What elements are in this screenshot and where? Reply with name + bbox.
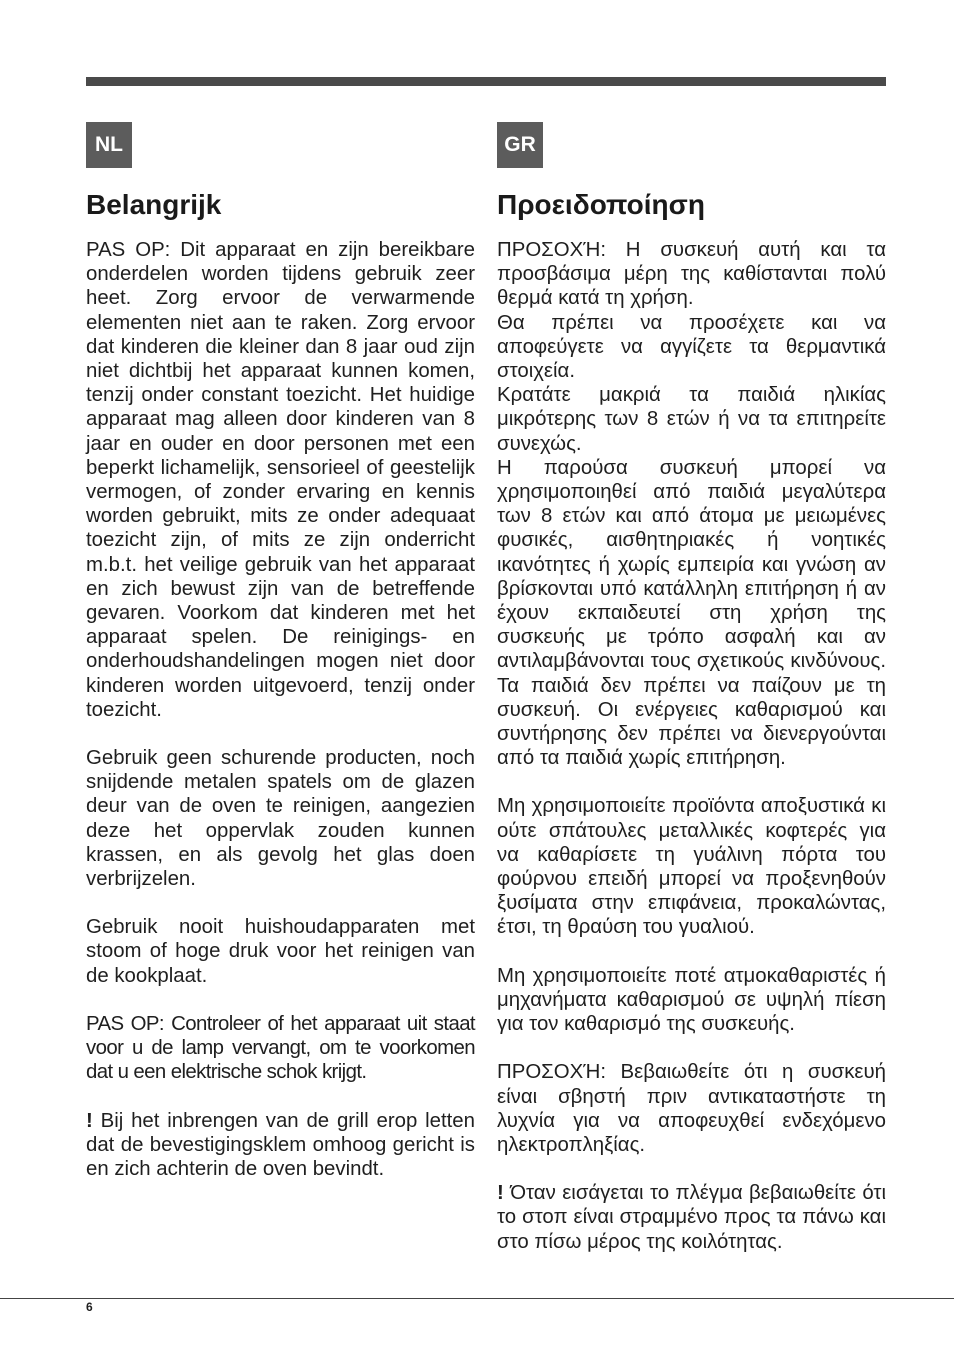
column-dutch [86, 122, 475, 1181]
grill-text-gr: Όταν εισάγεται το πλέγμα βεβαιωθείτε ότι το στοπ είναι στραμμένο προς τα πάνω και στο πίσω μέρος της κοιλότητας. [497, 1182, 886, 1253]
cleaning-paragraph-gr: Μη χρησιμοποιείτε προϊόντα αποξυστικά κι ούτε σπάτουλες μεταλλικές κοφτερές για να καθαρίσετε τη γυάλινη πόρτα του φούρνου επειδή μπορεί να προξενηθούν ξυσίματα στην επιφάνεια, προκαλώντας, έτσι, τη θραύση του γυαλιού. [497, 795, 886, 939]
warning-paragraph-nl: PAS OP: Dit apparaat en zijn bereikbare onderdelen worden tijdens gebruik zeer heet. Zorg ervoor de verwarmende elementen niet aan te raken. Zorg ervoor dat kinderen die kleiner dan 8 jaar oud zijn niet dichtbij het apparaat kunnen komen, tenzij onder constant toezicht. Het huidige apparaat mag alleen door kinderen van 8 jaar en ouder en door personen met een beperkt lichamelijk, sensorieel of geestelijk vermogen, of zonder ervaring en kennis worden gebruikt, mits ze onder adequaat toezicht zijn, of mits ze zijn onderricht m.b.t. het veilige gebruik van het apparaat en zich bewust zijn van de betreffende gevaren. Voorkom dat kinderen met het apparaat spelen. De reinigings- en onderhoudshandelingen mogen niet door kinderen worden uitgevoerd, tenzij onder toezicht. [86, 239, 475, 721]
warning-paragraph-gr-b: Θα πρέπει να προσέχετε και να αποφεύγετε να αγγίζετε τα θερμαντικά στοιχεία. [497, 311, 886, 383]
exclamation-mark: ! [497, 1182, 504, 1205]
language-badge-gr: GR [497, 122, 543, 168]
column-greek [497, 122, 886, 1254]
cleaning-paragraph-nl: Gebruik geen schurende producten, noch snijdende metalen spatels om de glazen deur van de oven te reinigen, aangezien deze het oppervlak zouden kunnen krassen, en als gevolg het glas doen verbrijzelen. [86, 747, 475, 891]
language-badge-nl: NL [86, 122, 132, 168]
lamp-paragraph-gr: ΠΡΟΣΟΧΉ: Βεβαιωθείτε ότι η συσκευή είναι σβηστή πριν αντικαταστήστε τη λυχνία για να αποφευχθεί ενδεχόμενο ηλεκτροπληξίας. [497, 1061, 886, 1156]
top-rule [86, 77, 886, 86]
page-number: 6 [86, 1300, 93, 1314]
grill-paragraph-gr [497, 1181, 886, 1254]
warning-paragraph-gr-d: Η παρούσα συσκευή μπορεί να χρησιμοποιηθεί από παιδιά μεγαλύτερα των 8 ετών και από άτομα με μειωμένες φυσικές, αισθητηριακές ή νοητικές ικανότητες ή χωρίς εμπειρία και γνώση αν βρίσκονται υπό κατάλληλη επιτήρηση ή αν έχουν εκπαιδευτεί στη χρήση της συσκευής με τρόπο ασφαλή και αν αντιλαμβάνονται τους σχετικούς κινδύνους. Τα παιδιά δεν πρέπει να παίζουν με τη συσκευή. Οι ενέργειες καθαρισμού και συντήρησης δεν πρέπει να διενεργούνται από τα παιδιά χωρίς επιτήρηση. [497, 456, 886, 770]
exclamation-mark: ! [86, 1109, 93, 1132]
warning-paragraph-gr-a: ΠΡΟΣΟΧΉ: Η συσκευή αυτή και τα προσβάσιμα μέρη της καθίστανται πολύ θερμά κατά τη χρήση. [497, 239, 886, 310]
steam-paragraph-gr: Μη χρησιμοποιείτε ποτέ ατμοκαθαριστές ή μηχανήματα καθαρισμού σε υψηλή πίεση για τον καθαρισμό της συσκευής. [497, 964, 886, 1036]
bottom-rule [0, 1298, 954, 1299]
section-heading-gr: Προειδοποίηση [497, 189, 705, 220]
section-heading-nl: Belangrijk [86, 189, 222, 220]
warning-paragraph-gr-c: Κρατάτε μακριά τα παιδιά ηλικίας μικρότερης των 8 ετών ή να τα επιτηρείτε συνεχώς. [497, 384, 886, 455]
grill-text-nl: Bij het inbrengen van de grill erop letten dat de bevestigingsklem omhoog gericht is en zich achterin de oven bevindt. [86, 1109, 475, 1180]
grill-paragraph-nl [86, 1109, 475, 1182]
steam-paragraph-nl: Gebruik nooit huishoudapparaten met stoom of hoge druk voor het reinigen van de kookplaat. [86, 916, 475, 987]
lamp-paragraph-nl: PAS OP: Controleer of het apparaat uit staat voor u de lamp vervangt, om te voorkomen dat u een elektrische schok krijgt. [86, 1012, 475, 1084]
